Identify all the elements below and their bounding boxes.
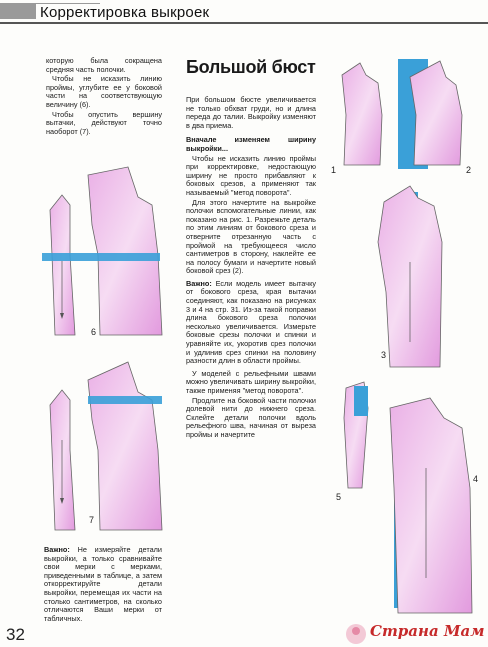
middle-paragraph: Чтобы не исказить линию проймы при корректировке, недостающую ширину не просто прибавляют к боковых срезов, а применяют так называемый "метод поворота".	[186, 153, 316, 197]
figure-label-7: 7	[89, 515, 95, 525]
figure-label-4: 4	[473, 474, 479, 484]
section-title: Большой бюст	[186, 57, 316, 77]
figures-1-2-illustration	[330, 55, 480, 175]
figure-label-6: 6	[91, 327, 97, 337]
middle-paragraph: У моделей с рельефными швами можно увеличивать ширину выкройки, также применяя "метод поворота".	[186, 368, 316, 395]
page-number: 32	[6, 625, 25, 644]
subheading: Вначале изменяем ширину выкройки...	[186, 135, 316, 153]
middle-column-text	[186, 96, 316, 441]
left-paragraph: Чтобы не исказить линию проймы, углубите ее у боковой части на соответствующую величину (6).	[46, 74, 162, 109]
figure-label-1: 1	[331, 165, 337, 175]
figure-label-3: 3	[381, 350, 387, 360]
middle-paragraph: Для этого начертите на выкройке полочки вспомогательные линии, как показано на рис. 1. Разрежьте деталь по этим линиям от бокового среза и отверните отрезанную часть с проймой на требующееся число сантиметров в сторону, наклейте ее на полосу бумаги и начертите новый боковой срез (2).	[186, 197, 316, 276]
note-text: Если модель имеет вытачку от бокового среза, края вытачки соединяют, как показано на рисунках 3 и 4 на стр. 31. Из-за такой поправки длина бокового среза полочки несколько увеличивается. Измерьте боковые срезы полочки и спинки и уравняйте их, укоротив срез полочки и удлинив срез спинки на половину разности длин в области проймы.	[186, 278, 316, 366]
middle-paragraph: Продлите на боковой части полочки долевой нити до нижнего среза. Склейте детали полочки вдоль рельефного шва, начиная от выреза проймы и начертите	[186, 395, 316, 439]
note-label: Важно:	[44, 545, 70, 554]
left-note	[44, 546, 162, 624]
page-title: Корректировка выкроек	[36, 4, 213, 21]
intro-paragraph: При большом бюсте увеличивается не только обхват груди, но и длина переда до талии. Выкройку изменяют в два приема.	[186, 95, 316, 130]
figure-label-5: 5	[336, 492, 342, 502]
figure-label-2: 2	[466, 165, 472, 175]
note-label: Важно:	[186, 278, 212, 288]
figure-3-illustration	[370, 182, 482, 372]
figures-4-5-illustration	[334, 378, 484, 618]
header-rule	[0, 22, 488, 24]
left-paragraph: которую была сокращена средняя часть полочки.	[46, 56, 162, 74]
left-paragraph: Чтобы опустить вершину вытачки, действуют точно наоборот (7).	[46, 109, 162, 136]
note-text: Не измеряйте детали выкройки, а только сравнивайте свои мерки с мерками, приведенными в таблице, а затем откорректируйте детали выкройки, перемещая их части на столько сантиметров, на сколько отличаются Ваши мерки от табличных.	[44, 545, 162, 623]
page-header	[0, 0, 488, 22]
figure-7-illustration	[40, 360, 170, 535]
left-column-text	[46, 57, 162, 137]
figure-6-illustration	[40, 165, 170, 340]
watermark-text: Страна Мам	[370, 622, 485, 640]
